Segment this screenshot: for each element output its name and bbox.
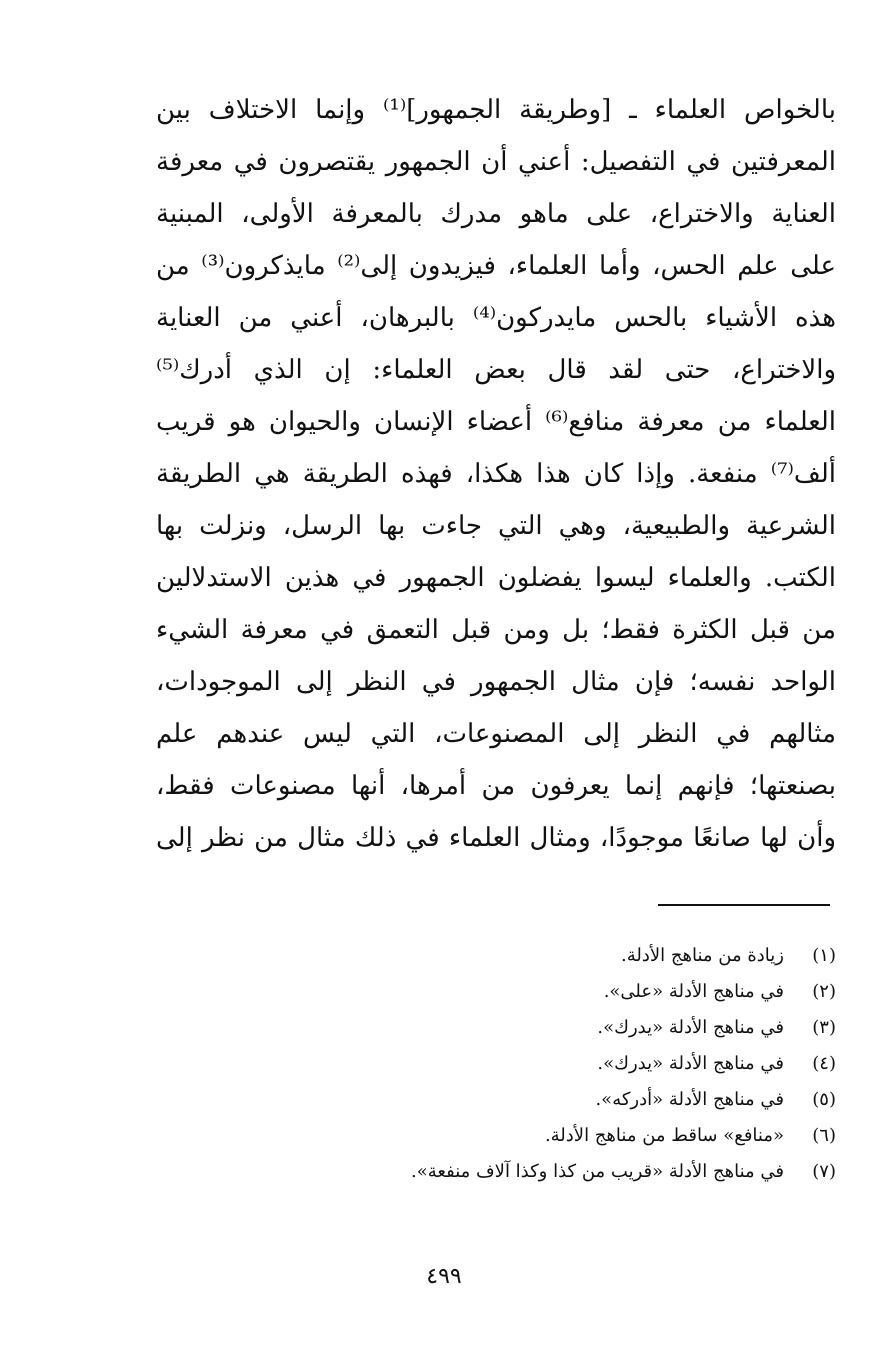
text-line: الكتب. والعلماء ليسوا يفضلون الجمهور في هذين الاستدلالين: [156, 563, 836, 593]
footnote-item: [156, 1154, 836, 1190]
footnote-text: في مناهج الأدلة «يدرك».: [597, 1017, 784, 1038]
text-line: من قبل الكثرة فقط؛ بل ومن قبل التعمق في معرفة الشيء: [156, 615, 836, 645]
text-line: العناية والاختراع، على ماهو مدرك بالمعرفة الأولى، المبنية: [156, 199, 836, 229]
footnote-number: (٦): [812, 1125, 836, 1146]
page-number: ٤٩٩: [426, 1264, 462, 1289]
footnote-number: (٧): [812, 1161, 836, 1182]
text-line: المعرفتين في التفصيل: أعني أن الجمهور يقتصرون في معرفة: [156, 147, 836, 177]
text-line: والاختراع، حتى لقد قال بعض العلماء: إن الذي أدرك⁽⁵⁾: [156, 355, 836, 385]
footnote-text: في مناهج الأدلة «على».: [603, 981, 784, 1002]
footnote-item: [156, 1082, 836, 1118]
footnote-text: في مناهج الأدلة «يدرك».: [597, 1053, 784, 1074]
footnote-item: [156, 938, 836, 974]
footnote-number: (٣): [812, 1017, 836, 1038]
footnote-number: (٢): [812, 981, 836, 1002]
text-line: مثالهم في النظر إلى المصنوعات، التي ليس عندهم علم: [156, 719, 836, 749]
text-line: هذه الأشياء بالحس مايدركون⁽⁴⁾ بالبرهان، أعني من العناية: [156, 303, 836, 333]
footnote-item: [156, 1010, 836, 1046]
text-line: بالخواص العلماء ـ [وطريقة الجمهور]⁽¹⁾ وإنما الاختلاف بين: [156, 95, 836, 125]
main-text: [156, 84, 836, 864]
footnote-number: (٥): [812, 1089, 836, 1110]
text-line: العلماء من معرفة منافع⁽⁶⁾ أعضاء الإنسان والحيوان هو قريب: [156, 407, 836, 437]
footnote-item: [156, 974, 836, 1010]
footnotes: [156, 938, 836, 1190]
text-line: وأن لها صانعًا موجودًا، ومثال العلماء في ذلك مثال من نظر إلى: [156, 823, 836, 853]
footnote-item: [156, 1118, 836, 1154]
text-line: بصنعتها؛ فإنهم إنما يعرفون من أمرها، أنها مصنوعات فقط،: [156, 771, 836, 801]
text-line: على علم الحس، وأما العلماء، فيزيدون إلى⁽²⁾ مايذكرون⁽³⁾ من: [156, 251, 836, 281]
footnote-text: «منافع» ساقط من مناهج الأدلة.: [544, 1125, 784, 1146]
footnote-text: في مناهج الأدلة «أدركه».: [595, 1089, 784, 1110]
text-line: الشرعية والطبيعية، وهي التي جاءت بها الرسل، ونزلت بها: [156, 511, 836, 541]
text-line: الواحد نفسه؛ فإن مثال الجمهور في النظر إلى الموجودات،: [156, 667, 836, 697]
footnote-separator: [658, 904, 830, 906]
footnote-number: (٤): [812, 1053, 836, 1074]
footnote-text: في مناهج الأدلة «قريب من كذا وكذا آلاف منفعة».: [411, 1161, 784, 1182]
footnote-text: زيادة من مناهج الأدلة.: [621, 945, 784, 966]
footnote-item: [156, 1046, 836, 1082]
footnote-number: (١): [812, 945, 836, 966]
text-line: ألف⁽⁷⁾ منفعة. وإذا كان هذا هكذا، فهذه الطريقة هي الطريقة: [156, 459, 836, 489]
